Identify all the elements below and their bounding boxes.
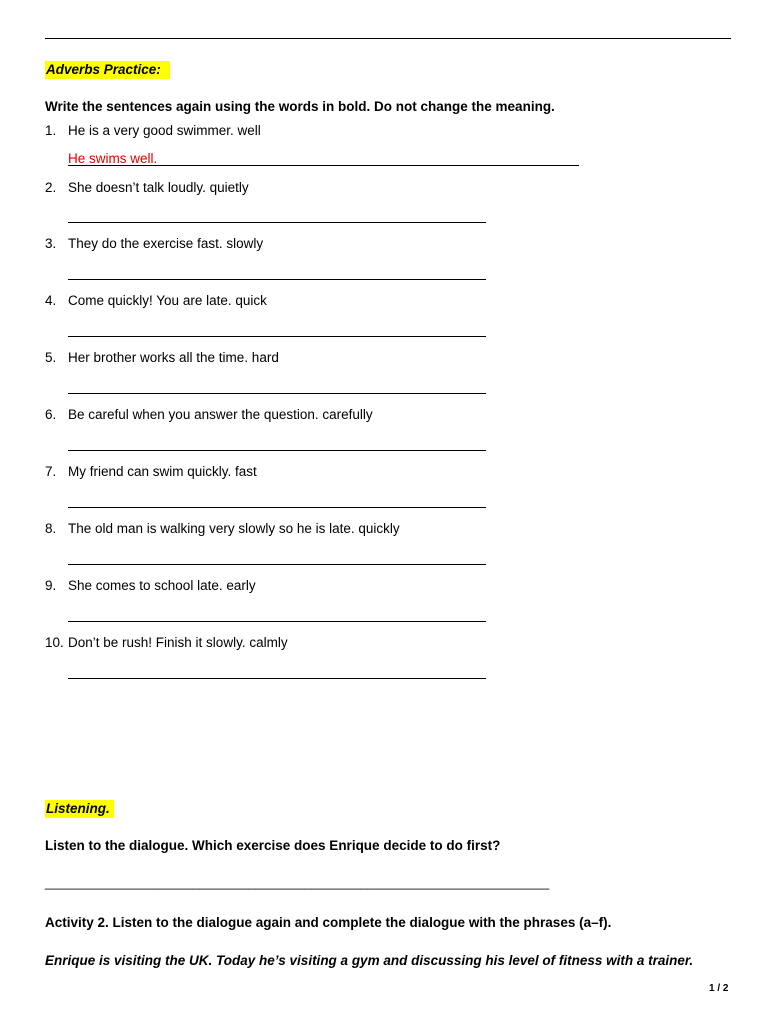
item-number: 5. (45, 350, 57, 365)
item-text: Be careful when you answer the question. carefully (68, 407, 373, 422)
question-item-7 (45, 464, 257, 479)
item-number: 3. (45, 236, 57, 251)
item-text: She doesn’t talk loudly. quietly (68, 180, 249, 195)
item-text: They do the exercise fast. slowly (68, 236, 264, 251)
item-number: 2. (45, 180, 57, 195)
answer-line-5[interactable] (68, 393, 486, 394)
question-item-2 (45, 180, 249, 195)
item-text: Come quickly! You are late. quick (68, 293, 267, 308)
answer-line-2[interactable] (68, 222, 486, 223)
item-text: Her brother works all the time. hard (68, 350, 279, 365)
answer-line-1[interactable] (68, 165, 579, 166)
question-item-4 (45, 293, 267, 308)
page-number: 1 / 2 (709, 983, 729, 994)
item-number: 4. (45, 293, 57, 308)
item-number: 1. (45, 123, 57, 138)
item-number: 8. (45, 521, 57, 536)
item-text: The old man is walking very slowly so he is late. quickly (68, 521, 400, 536)
item-number: 7. (45, 464, 57, 479)
answer-line-10[interactable] (68, 678, 486, 679)
item-text: He is a very good swimmer. well (68, 123, 261, 138)
item-text: Don’t be rush! Finish it slowly. calmly (68, 635, 288, 650)
sample-answer: He swims well. (68, 151, 158, 166)
answer-line-4[interactable] (68, 336, 486, 337)
answer-line-3[interactable] (68, 279, 486, 280)
listening-question: Listen to the dialogue. Which exercise does Enrique decide to do first? (45, 838, 501, 853)
question-item-5 (45, 350, 279, 365)
top-rule (45, 38, 731, 39)
section-title-listening: Listening. (45, 800, 114, 818)
question-item-8 (45, 521, 400, 536)
dialogue-context: Enrique is visiting the UK. Today he’s visiting a gym and discussing his level of fitness with a trainer. (45, 953, 694, 968)
listening-answer-line[interactable]: ________________________________________________________________________ (45, 876, 550, 890)
item-text: My friend can swim quickly. fast (68, 464, 257, 479)
question-item-10 (45, 635, 288, 650)
question-item-6 (45, 407, 373, 422)
question-item-9 (45, 578, 256, 593)
section-title-adverbs: Adverbs Practice: (45, 61, 170, 79)
answer-line-8[interactable] (68, 564, 486, 565)
item-text: She comes to school late. early (68, 578, 256, 593)
activity-2-instruction: Activity 2. Listen to the dialogue again and complete the dialogue with the phrases (a–f). (45, 915, 612, 930)
answer-line-9[interactable] (68, 621, 486, 622)
question-item-1 (45, 123, 261, 138)
item-number: 9. (45, 578, 57, 593)
item-number: 6. (45, 407, 57, 422)
answer-line-6[interactable] (68, 450, 486, 451)
instruction: Write the sentences again using the words in bold. Do not change the meaning. (45, 99, 555, 114)
answer-line-7[interactable] (68, 507, 486, 508)
question-item-3 (45, 236, 263, 251)
item-number: 10. (45, 635, 64, 650)
